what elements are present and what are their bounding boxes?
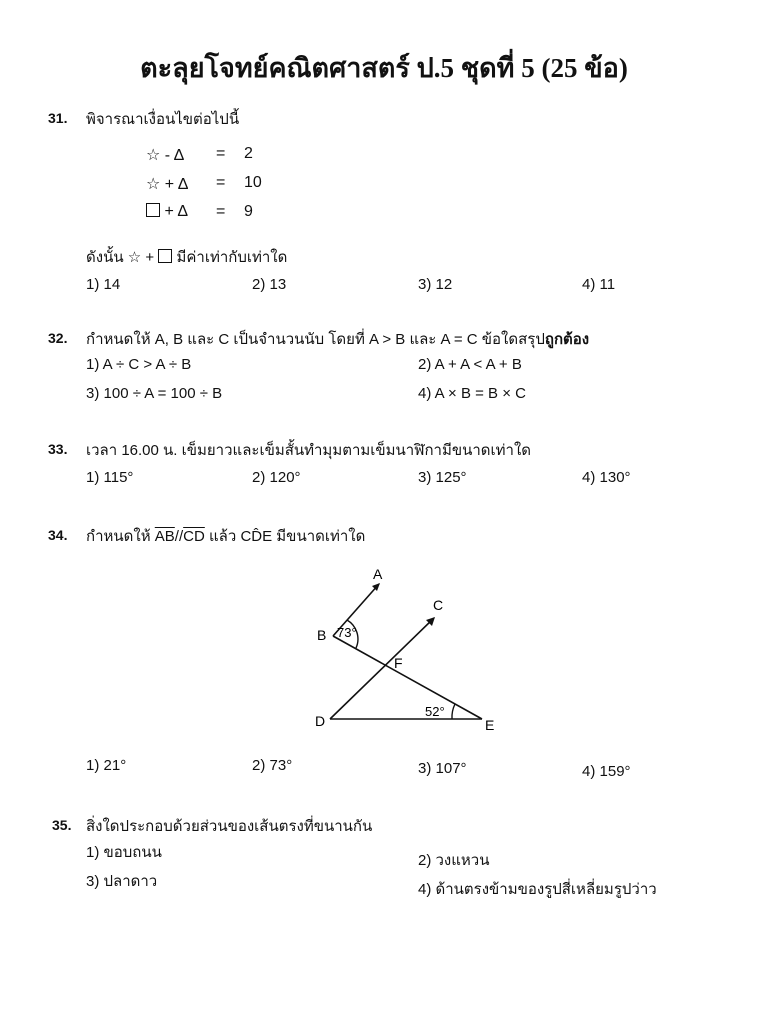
q34-option-4[interactable]: 4) 159° bbox=[582, 763, 631, 780]
q35-option-2[interactable]: 2) วงแหวน bbox=[418, 852, 490, 869]
equation-3-rhs: 9 bbox=[244, 203, 253, 220]
equation-3-equals: = bbox=[216, 203, 226, 220]
q33-option-1[interactable]: 1) 115° bbox=[86, 469, 134, 486]
q35-option-3[interactable]: 3) ปลาดาว bbox=[86, 873, 158, 890]
q32-option-1[interactable]: 1) A ÷ C > A ÷ B bbox=[86, 356, 192, 373]
followup-prefix: ดังนั้น ☆ + bbox=[86, 249, 155, 266]
label-f: F bbox=[394, 655, 403, 671]
equation-2-lhs: ☆ + Δ bbox=[146, 176, 189, 193]
question-32-number: 32. bbox=[48, 330, 68, 346]
question-33-number: 33. bbox=[48, 441, 68, 457]
equation-1-equals: = bbox=[216, 145, 226, 162]
segment-ab: $\overline{AB}$ bbox=[154, 528, 175, 545]
q35-option-4[interactable]: 4) ด้านตรงข้ามของรูปสี่เหลี่ยมรูปว่าว bbox=[418, 881, 657, 898]
question-31-text: พิจารณาเงื่อนไขต่อไปนี้ bbox=[86, 111, 240, 128]
equation-2-rhs: 10 bbox=[244, 174, 262, 191]
followup-suffix: มีค่าเท่ากับเท่าใด bbox=[176, 249, 288, 266]
question-35-number: 35. bbox=[52, 817, 72, 833]
label-e: E bbox=[485, 717, 495, 733]
q34-prefix: กำหนดให้ bbox=[86, 528, 151, 545]
label-a: A bbox=[373, 566, 383, 582]
q31-option-3[interactable]: 3) 12 bbox=[418, 276, 453, 293]
equation-3-lhs-rest: + Δ bbox=[164, 203, 189, 220]
question-33-text: เวลา 16.00 น. เข็มยาวและเข็มสั้นทำมุมตามเข็มนาฬิกามีขนาดเท่าใด bbox=[86, 442, 532, 459]
label-c: C bbox=[433, 597, 444, 613]
label-b: B bbox=[317, 627, 327, 643]
q33-option-4[interactable]: 4) 130° bbox=[582, 469, 631, 486]
angle-b-value: 73° bbox=[337, 625, 357, 640]
equation-1-lhs: ☆ - Δ bbox=[146, 147, 185, 164]
q34-suffix: มีขนาดเท่าใด bbox=[276, 528, 366, 545]
q34-option-2[interactable]: 2) 73° bbox=[252, 757, 293, 774]
question-34-number: 34. bbox=[48, 527, 68, 543]
page-title: ตะลุยโจทย์คณิตศาสตร์ ป.5 ชุดที่ 5 (25 ข้อ) bbox=[140, 53, 628, 83]
question-31-number: 31. bbox=[48, 110, 68, 126]
angle-e-value: 52° bbox=[425, 704, 445, 719]
question-35-text: สิ่งใดประกอบด้วยส่วนของเส้นตรงที่ขนานกัน bbox=[86, 818, 373, 835]
line-be bbox=[333, 636, 482, 719]
q32-option-3[interactable]: 3) 100 ÷ A = 100 ÷ B bbox=[86, 385, 223, 402]
question-32-text-normal: กำหนดให้ A, B และ C เป็นจำนวนนับ โดยที่ A > B และ A = C ข้อใดสรุป bbox=[86, 331, 545, 348]
q34-option-3[interactable]: 3) 107° bbox=[418, 760, 467, 777]
label-d: D bbox=[315, 713, 326, 729]
q33-option-3[interactable]: 3) 125° bbox=[418, 469, 467, 486]
q34-option-1[interactable]: 1) 21° bbox=[86, 757, 127, 774]
angle-e-arc bbox=[452, 704, 455, 719]
q32-option-2[interactable]: 2) A + A < A + B bbox=[418, 356, 522, 373]
q32-option-4[interactable]: 4) A × B = B × C bbox=[418, 385, 526, 402]
question-32-text-bold: ถูกต้อง bbox=[544, 331, 590, 348]
parallel-symbol: // bbox=[174, 528, 184, 545]
angle-cde: CD̂E bbox=[240, 528, 273, 545]
equation-2-equals: = bbox=[216, 174, 226, 191]
q35-option-1[interactable]: 1) ขอบถนน bbox=[86, 844, 162, 861]
q31-option-1[interactable]: 1) 14 bbox=[86, 276, 121, 293]
equation-1-rhs: 2 bbox=[244, 145, 253, 162]
q31-option-4[interactable]: 4) 11 bbox=[582, 276, 616, 293]
q34-mid: แล้ว bbox=[208, 528, 237, 545]
segment-cd: $\overline{CD}$ bbox=[183, 528, 205, 545]
q31-option-2[interactable]: 2) 13 bbox=[252, 276, 287, 293]
q33-option-2[interactable]: 2) 120° bbox=[252, 469, 301, 486]
